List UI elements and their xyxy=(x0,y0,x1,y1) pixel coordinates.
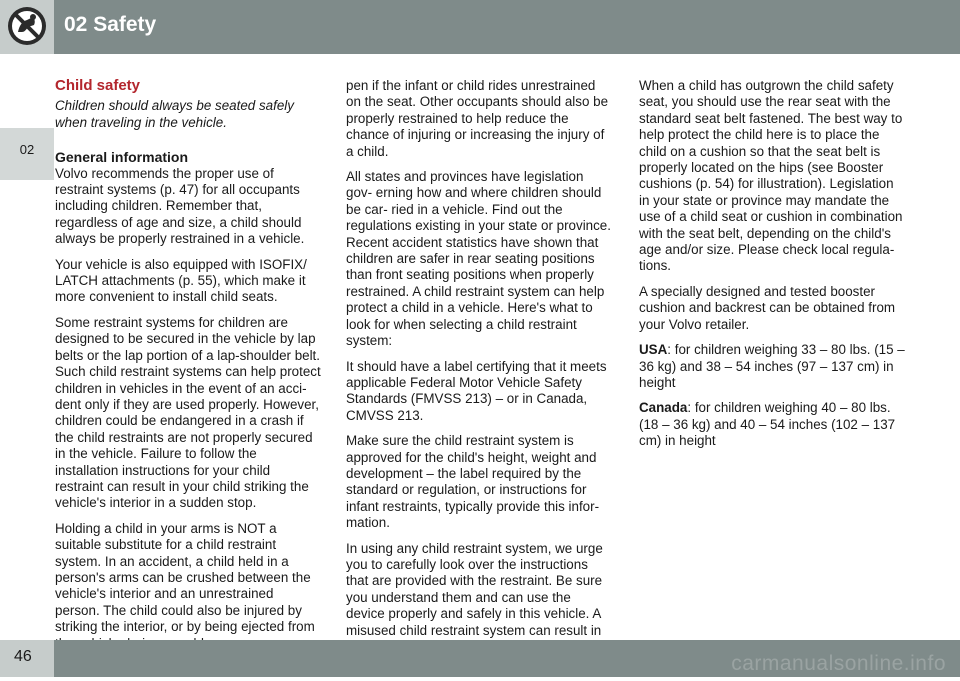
subheading: General information xyxy=(55,149,189,166)
no-child-seat-airbag-warning-icon xyxy=(6,5,48,47)
canada-booster-spec xyxy=(639,400,905,449)
paragraph: Your vehicle is also equipped with ISOFIX/ LATCH attachments (p. 55), which make it more convenient to install child seats. xyxy=(55,256,307,305)
paragraph: Make sure the child restraint system is approved for the child's height, weight and development – the label required by the standard or regulation, or instructions for infant restraints, typically provide this infor- mation. xyxy=(346,433,600,531)
chapter-tab-label: 02 xyxy=(19,142,35,157)
column-2 xyxy=(346,78,612,681)
intro-text: Children should always be seated safely when traveling in the vehicle. xyxy=(55,98,294,130)
usa-booster-spec xyxy=(639,342,905,391)
paragraph: It should have a label certifying that it meets applicable Federal Motor Vehicle Safety Standards (FMVSS 213) – or in Canada, CMVSS 213. xyxy=(346,358,607,423)
paragraph: A specially designed and tested booster cushion and backrest can be obtained from your Volvo retailer. xyxy=(639,283,896,332)
usa-label: USA xyxy=(639,342,668,358)
paragraph: All states and provinces have legislation gov- erning how and where children should be car- ried in a vehicle. Find out the regulations existing in your state or province. Recent accident statistics have shown that children are safer in rear seating positions than front seating positions when properly restrained. A child restraint system can help protect a child in a vehicle. Here's what to look for when selecting a child restraint system: xyxy=(346,169,611,349)
paragraph: Holding a child in your arms is NOT a suitable substitute for a child restraint system. In an accident, a child held in a person's arms can be crushed between the vehicle's interior and an unrestrained person. The child could also be injured by striking the interior, or by being ejected from xyxy=(55,520,315,635)
chapter-icon-box xyxy=(0,0,54,54)
section-title: Child safety xyxy=(55,77,141,94)
paragraph: pen if the infant or child rides unrestrained on the seat. Other occupants should also be properly restrained to help reduce the chance of injuring or increasing the injury of a child. xyxy=(346,78,609,159)
canada-label: Canada xyxy=(639,400,688,416)
paragraph: When a child has outgrown the child safety seat, you should use the rear seat with the standard seat belt fastened. The best way to help protect the child here is to place the child on a cushion so that the seat belt is properly located on the hips (see Booster cushions (p. 54) for illustration). Legislation in your state or province may mandate the use of a child seat or cushion in combination with the seat belt, depending on the child's age and/or size. Please check local regula- tions. xyxy=(639,78,903,274)
paragraph: In using any child restraint system, we urge you to carefully look over the instructions that are provided with the restraint. Be sure you understand them and can use the device properly and safely in this vehicle. A misused child restraint system can result in xyxy=(346,540,603,638)
column-3 xyxy=(639,78,905,459)
page-number: 46 xyxy=(14,648,32,665)
chapter-title: 02 Safety xyxy=(64,13,157,36)
paragraph: Volvo recommends the proper use of restraint systems (p. 47) for all occupants including children. Remember that, regardless of age and size, a child should always be properly restrained in a vehicle. xyxy=(55,165,305,247)
watermark: carmanualsonline.info xyxy=(731,652,946,675)
column-1 xyxy=(55,78,321,677)
canada-text: : for children weighing 40 – 80 lbs. (18 – 36 kg) and 40 – 54 inches (102 – 137 cm) in height xyxy=(639,400,896,449)
paragraph: Some restraint systems for children are designed to be secured in the vehicle by lap belts or the lap portion of a lap-shoulder belt. Such child restraint systems can help protect children in vehicles in the event of an acci- dent only if they are used properly. However, children could be endangered in a crash if the child restraints are not properly secured in the vehicle. Failure to follow the installation instructions for your child restraint can result in your child striking the vehicle's interior in a sudden stop. xyxy=(55,314,321,511)
usa-text: : for children weighing 33 – 80 lbs. (15 – 36 kg) and 38 – 54 inches (97 – 137 cm) in height xyxy=(639,342,905,390)
